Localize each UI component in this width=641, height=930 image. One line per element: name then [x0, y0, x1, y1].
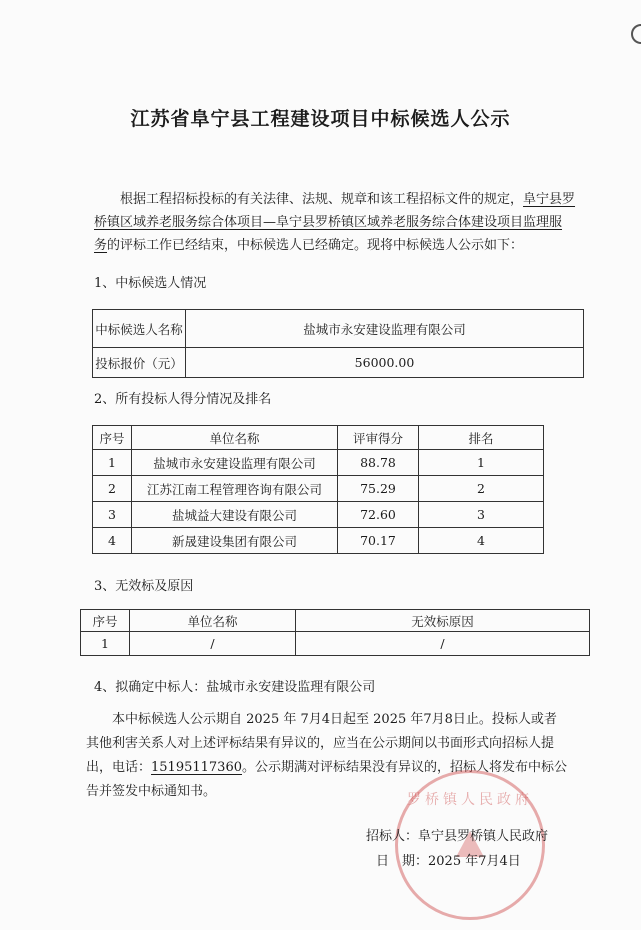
notice-line: 本中标候选人公示期自 2025 年 7月4日起至 2025 年7月8日止。投标人或者: [112, 712, 557, 727]
notice-text: 。公示期满对评标结果没有异议的，招标人将发布中标公: [242, 760, 568, 775]
official-seal: [395, 770, 545, 920]
row-company: 新晟建设集团有限公司: [132, 528, 338, 554]
section4-heading: 4、拟确定中标人：盐城市永安建设监理有限公司: [94, 680, 376, 695]
table-row: [93, 502, 544, 528]
section3-heading: 3、无效标及原因: [94, 579, 194, 594]
row-rank: 1: [419, 450, 544, 476]
col-header: 单位名称: [130, 610, 296, 632]
row-company: 盐城益大建设有限公司: [132, 502, 338, 528]
col-header: 无效标原因: [296, 610, 590, 632]
section1-heading: 1、中标候选人情况: [94, 276, 207, 291]
table-row: [93, 476, 544, 502]
project-name: 桥镇区域养老服务综合体项目—阜宁县罗桥镇区域养老服务综合体建设项目监理服: [94, 215, 563, 230]
section2-heading: 2、所有投标人得分情况及排名: [94, 392, 272, 407]
row-rank: 4: [419, 528, 544, 554]
row-score: 88.78: [338, 450, 419, 476]
col-header: 评审得分: [338, 426, 419, 450]
col-header: 单位名称: [132, 426, 338, 450]
notice-text: 出，电话：: [86, 760, 152, 775]
row-company: /: [130, 632, 296, 656]
row-score: 72.60: [338, 502, 419, 528]
row-score: 70.17: [338, 528, 419, 554]
project-name: 阜宁县罗: [523, 192, 576, 207]
row-no: 2: [93, 476, 132, 502]
tenderer-name: 阜宁县罗桥镇人民政府: [418, 829, 549, 844]
notice-line: 其他利害关系人对上述评标结果有异议的，应当在公示期间以书面形式向招标人提: [86, 736, 555, 751]
candidate-name-label: 中标候选人名称: [93, 310, 186, 348]
table-row: [81, 632, 590, 656]
date-line: [376, 850, 521, 869]
col-header: 序号: [93, 426, 132, 450]
candidate-name-value: 盐城市永安建设监理有限公司: [186, 310, 584, 348]
row-no: 4: [93, 528, 132, 554]
row-no: 3: [93, 502, 132, 528]
candidate-table: [92, 309, 584, 378]
col-header: 排名: [419, 426, 544, 450]
table-row: [93, 528, 544, 554]
notice-line: 告并签发中标通知书。: [86, 784, 217, 799]
bid-price-value: 56000.00: [186, 348, 584, 378]
page-edge-mark: [631, 24, 641, 44]
row-no: 1: [93, 450, 132, 476]
bid-price-label: 投标报价（元）: [93, 348, 186, 378]
tenderer-line: [366, 825, 548, 844]
project-name: 务: [94, 238, 108, 253]
tenderer-label: 招标人：: [366, 829, 419, 844]
col-header: 序号: [81, 610, 130, 632]
row-rank: 2: [419, 476, 544, 502]
score-table: [92, 425, 544, 554]
date-value: 2025 年7月4日: [428, 854, 521, 869]
intro-paragraph: [94, 188, 584, 257]
invalid-bid-table: [80, 609, 590, 656]
date-label: 日 期：: [376, 854, 429, 869]
row-score: 75.29: [338, 476, 419, 502]
row-reason: /: [296, 632, 590, 656]
row-rank: 3: [419, 502, 544, 528]
row-company: 江苏江南工程管理咨询有限公司: [132, 476, 338, 502]
intro-text: 根据工程招标投标的有关法律、法规、规章和该工程招标文件的规定，: [120, 192, 524, 207]
phone-number: 15195117360: [151, 760, 242, 775]
table-row: [93, 450, 544, 476]
seal-text: 罗桥镇人民政府: [407, 792, 533, 808]
intro-text: 的评标工作已经结束，中标候选人已经确定。现将中标候选人公示如下：: [107, 238, 524, 253]
row-company: 盐城市永安建设监理有限公司: [132, 450, 338, 476]
document-title: 江苏省阜宁县工程建设项目中标候选人公示: [130, 108, 511, 130]
row-no: 1: [81, 632, 130, 656]
